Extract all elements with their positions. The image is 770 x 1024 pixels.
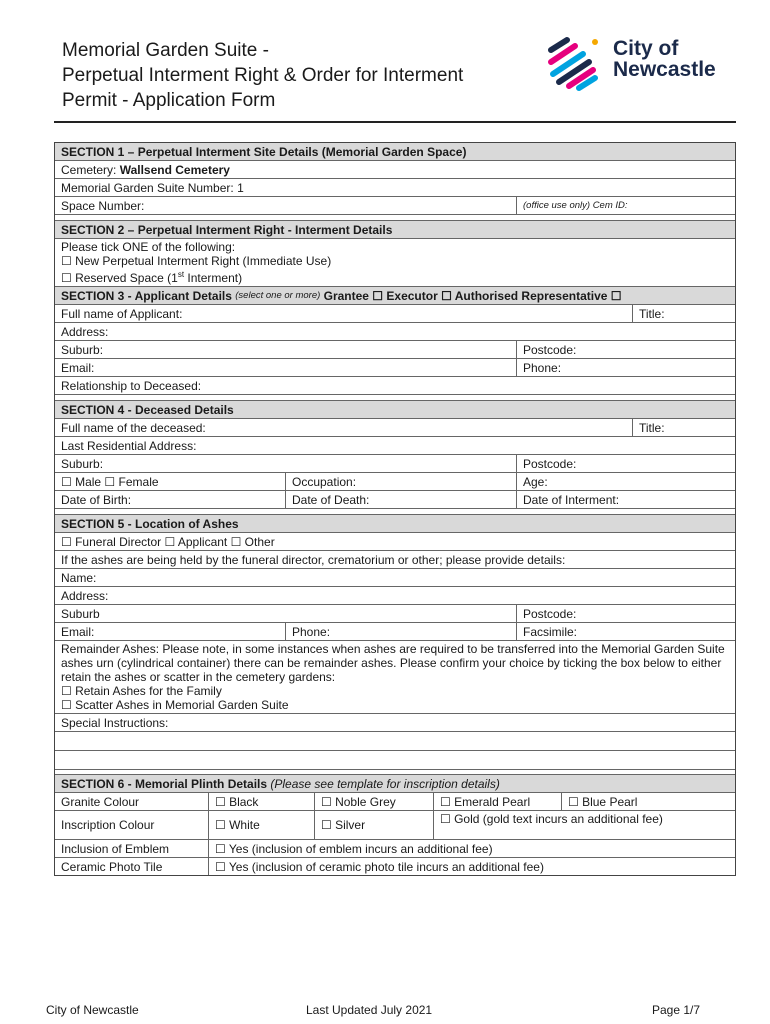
applicant-title-field[interactable]: Title:: [632, 305, 735, 322]
inscription-label: Inscription Colour: [61, 818, 155, 832]
holder-phone-field[interactable]: Phone:: [285, 623, 516, 640]
logo-mark-icon: [545, 36, 605, 92]
title-line-1: Memorial Garden Suite -: [62, 40, 269, 61]
holder-suburb-row: [55, 605, 735, 623]
cemetery-field[interactable]: [55, 161, 735, 178]
applicant-role-checkboxes[interactable]: Grantee ☐ Executor ☐ Authorised Representative ☐: [323, 288, 622, 303]
reserved-label-sup: st: [177, 270, 185, 279]
applicant-name-field[interactable]: Full name of Applicant:: [61, 306, 183, 321]
applicant-email-field[interactable]: Email:: [61, 360, 95, 375]
deceased-gender-row: [55, 473, 735, 491]
relationship-row: [55, 377, 735, 395]
holder-contact-row: [55, 623, 735, 641]
holder-suburb-field[interactable]: Suburb: [61, 606, 100, 621]
space-number-field[interactable]: Space Number:: [61, 198, 145, 213]
photo-tile-row: [55, 858, 735, 875]
title-line-2: Perpetual Interment Right & Order for Interment: [62, 65, 464, 86]
application-form: [54, 142, 736, 876]
section-3-label: SECTION 3 - Applicant Details: [61, 288, 232, 303]
photo-tile-label: Ceramic Photo Tile: [61, 859, 163, 874]
applicant-phone-field[interactable]: Phone:: [516, 359, 735, 376]
remainder-note: Remainder Ashes: Please note, in some instances when ashes are required to be transferred into the Memorial Garden Suite ashes urn (cylindrical container) there can be remainder ashes. Please confirm your choice by ticking the box below to either retain the ashes or scatter in the cemetery gardens:: [61, 642, 725, 684]
deceased-dates-row: [55, 491, 735, 509]
reserved-space-option[interactable]: [61, 268, 729, 285]
deceased-suburb-row: [55, 455, 735, 473]
special-instructions-line[interactable]: [55, 732, 735, 751]
holder-postcode-field[interactable]: Postcode:: [516, 605, 735, 622]
section-1-title: SECTION 1 – Perpetual Interment Site Details (Memorial Garden Space): [61, 144, 467, 159]
page-title: [62, 38, 463, 113]
section-5-heading: [55, 515, 735, 533]
space-number-row: [55, 197, 735, 215]
section-2-title: SECTION 2 – Perpetual Interment Right - Interment Details: [61, 222, 393, 237]
select-note: (select one or more): [235, 290, 321, 301]
section-4-title: SECTION 4 - Deceased Details: [61, 402, 234, 417]
white-checkbox[interactable]: ☐ White: [208, 811, 314, 839]
office-use-field: (office use only) Cem ID:: [516, 197, 735, 214]
emerald-pearl-checkbox[interactable]: ☐ Emerald Pearl: [433, 793, 561, 810]
holder-address-row: [55, 587, 735, 605]
deceased-suburb-field[interactable]: Suburb:: [61, 456, 104, 471]
section-1-heading: [55, 143, 735, 161]
deceased-postcode-field[interactable]: Postcode:: [516, 455, 735, 472]
applicant-address-field[interactable]: Address:: [61, 324, 109, 339]
gold-checkbox[interactable]: ☐ Gold (gold text incurs an additional fee): [433, 811, 735, 839]
section-4-heading: [55, 401, 735, 419]
applicant-suburb-row: [55, 341, 735, 359]
section-5-title: SECTION 5 - Location of Ashes: [61, 516, 239, 531]
footer-updated: Last Updated July 2021: [306, 1003, 433, 1017]
holder-name-row: [55, 569, 735, 587]
holder-name-field[interactable]: Name:: [61, 570, 97, 585]
holder-address-field[interactable]: Address:: [61, 588, 109, 603]
section-3-heading: [55, 287, 735, 305]
section-3-title: [55, 287, 735, 304]
held-note-row: [55, 551, 735, 569]
cemetery-value: Wallsend Cemetery: [119, 162, 230, 177]
gender-checkboxes[interactable]: ☐ Male ☐ Female: [61, 474, 159, 489]
deceased-address-field[interactable]: Last Residential Address:: [61, 438, 197, 453]
ash-holder-row: [55, 533, 735, 551]
granite-label: Granite Colour: [61, 794, 140, 809]
logo-text: [613, 38, 716, 80]
ash-holder-checkboxes[interactable]: ☐ Funeral Director ☐ Applicant ☐ Other: [61, 534, 275, 549]
emblem-label: Inclusion of Emblem: [61, 841, 170, 856]
applicant-postcode-field[interactable]: Postcode:: [516, 341, 735, 358]
city-of-newcastle-logo: [545, 36, 735, 92]
special-instructions-field[interactable]: Special Instructions:: [61, 715, 169, 730]
logo-line-1: City of: [613, 37, 679, 60]
holder-fax-field[interactable]: Facsimile:: [516, 623, 735, 640]
dod-field[interactable]: Date of Death:: [285, 491, 516, 508]
blue-pearl-checkbox[interactable]: ☐ Blue Pearl: [561, 793, 735, 810]
footer-page-number: Page 1/7: [652, 1003, 701, 1017]
tick-one-label: Please tick ONE of the following:: [61, 240, 236, 254]
applicant-email-row: [55, 359, 735, 377]
deceased-name-row: [55, 419, 735, 437]
cemetery-row: [55, 161, 735, 179]
special-instructions-line[interactable]: [55, 751, 735, 770]
footer-org: City of Newcastle: [46, 1003, 139, 1017]
header-divider: [54, 121, 736, 123]
title-line-3: Permit - Application Form: [62, 90, 276, 111]
applicant-name-row: [55, 305, 735, 323]
occupation-field[interactable]: Occupation:: [285, 473, 516, 490]
deceased-title-field[interactable]: Title:: [632, 419, 735, 436]
applicant-suburb-field[interactable]: Suburb:: [61, 342, 104, 357]
cemetery-label: Cemetery:: [61, 162, 117, 177]
reserved-label-b: Interment): [184, 271, 243, 285]
emblem-checkbox[interactable]: ☐ Yes (inclusion of emblem incurs an additional fee): [208, 840, 735, 857]
suite-number-field[interactable]: Memorial Garden Suite Number: 1: [61, 180, 244, 195]
section-6-note: (Please see template for inscription details): [270, 776, 500, 791]
new-right-option[interactable]: ☐ New Perpetual Interment Right (Immediate Use): [61, 254, 332, 268]
granite-row: [55, 793, 735, 811]
reserved-label-a: ☐ Reserved Space (1: [61, 271, 178, 285]
photo-tile-checkbox[interactable]: ☐ Yes (inclusion of ceramic photo tile incurs an additional fee): [208, 858, 735, 875]
section-2-heading: [55, 221, 735, 239]
black-checkbox[interactable]: ☐ Black: [208, 793, 314, 810]
scatter-ashes-option[interactable]: ☐ Scatter Ashes in Memorial Garden Suite: [61, 698, 289, 712]
suite-number-row: [55, 179, 735, 197]
noble-grey-checkbox[interactable]: ☐ Noble Grey: [314, 793, 433, 810]
special-instructions-row: [55, 714, 735, 732]
age-field[interactable]: Age:: [516, 473, 735, 490]
holder-email-field[interactable]: Email:: [61, 624, 95, 639]
section-6-label: SECTION 6 - Memorial Plinth Details: [61, 776, 268, 791]
silver-checkbox[interactable]: ☐ Silver: [314, 811, 433, 839]
applicant-address-row: [55, 323, 735, 341]
section-6-heading: [55, 775, 735, 793]
remainder-ashes-row: [55, 641, 735, 714]
relationship-field[interactable]: Relationship to Deceased:: [61, 378, 202, 393]
doi-field[interactable]: Date of Interment:: [516, 491, 735, 508]
deceased-name-field[interactable]: Full name of the deceased:: [61, 420, 206, 435]
inscription-row: [55, 811, 735, 840]
retain-ashes-option[interactable]: ☐ Retain Ashes for the Family: [61, 684, 222, 698]
deceased-address-row: [55, 437, 735, 455]
held-note: If the ashes are being held by the funeral director, crematorium or other; please provide details:: [61, 552, 566, 567]
dob-field[interactable]: Date of Birth:: [61, 492, 132, 507]
emblem-row: [55, 840, 735, 858]
logo-line-2: Newcastle: [613, 58, 716, 81]
interment-options: [55, 239, 735, 287]
section-6-title: [55, 775, 735, 792]
